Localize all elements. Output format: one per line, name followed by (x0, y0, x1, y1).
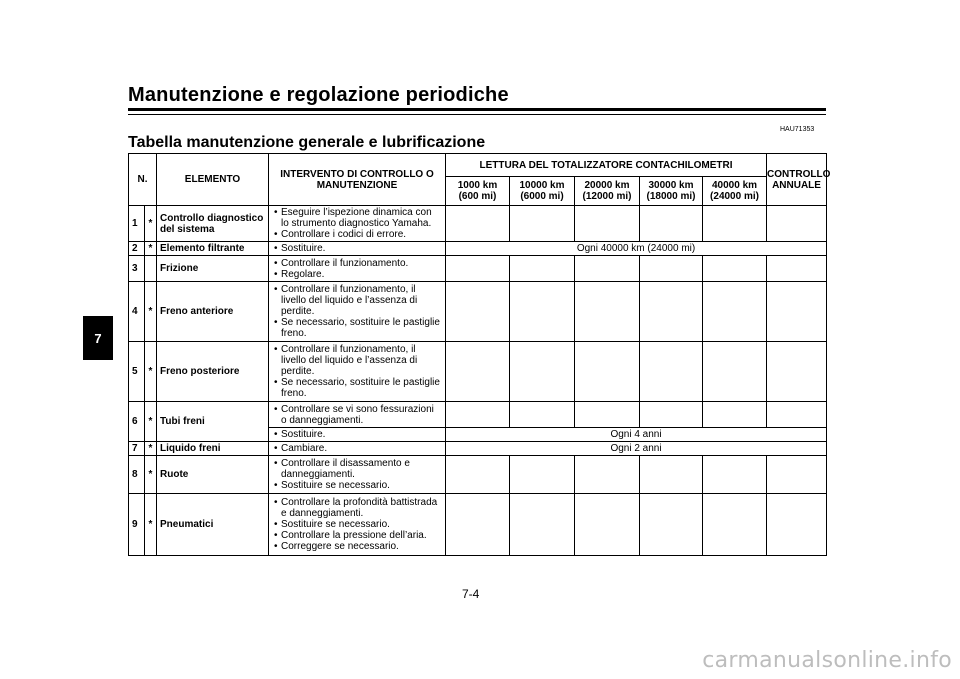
check-mark (510, 402, 575, 428)
action-item: • Cambiare. (272, 443, 442, 454)
empty-cell (446, 494, 510, 556)
action-item: • Regolare. (272, 269, 442, 280)
empty-cell (446, 402, 510, 428)
check-mark (767, 206, 827, 242)
row-actions (269, 428, 446, 442)
row-star (145, 256, 157, 282)
check-mark (703, 456, 767, 494)
action-item: • Controllare se vi sono fessurazioni o danneggiamenti. (272, 404, 442, 426)
check-mark (703, 256, 767, 282)
check-mark (703, 282, 767, 342)
interval-text: Ogni 2 anni (446, 442, 827, 456)
row-element: Freno anteriore (157, 282, 269, 342)
action-item: • Sostituire. (272, 429, 442, 440)
row-element: Pneumatici (157, 494, 269, 556)
row-actions (269, 342, 446, 402)
row-star: * (145, 442, 157, 456)
table-row (129, 494, 827, 556)
row-element: Ruote (157, 456, 269, 494)
row-element: Tubi freni (157, 402, 269, 442)
row-actions (269, 402, 446, 428)
page-number: 7-4 (462, 587, 480, 601)
table-row (129, 456, 827, 494)
check-mark (446, 342, 510, 402)
table-row (129, 442, 827, 456)
check-mark (575, 206, 640, 242)
action-item: • Controllare la profondità battistrada e danneggiamenti. (272, 497, 442, 519)
header-km-2: 10000 km (6000 mi) (510, 177, 575, 206)
table-row (129, 402, 827, 428)
action-item: • Sostituire se necessario. (272, 480, 442, 491)
table-row (129, 206, 827, 242)
header-rule (128, 108, 826, 111)
row-number: 8 (129, 456, 145, 494)
check-mark (703, 206, 767, 242)
action-item: • Eseguire l’ispezione dinamica con lo strumento diagnostico Yamaha. (272, 207, 442, 229)
action-item: • Sostituire se necessario. (272, 519, 442, 530)
row-number: 7 (129, 442, 145, 456)
check-mark (510, 456, 575, 494)
row-star: * (145, 456, 157, 494)
action-item: • Correggere se necessario. (272, 541, 442, 552)
interval-text: Ogni 40000 km (24000 mi) (446, 242, 827, 256)
header-km-5: 40000 km (24000 mi) (703, 177, 767, 206)
row-actions (269, 206, 446, 242)
row-element: Freno posteriore (157, 342, 269, 402)
section-title: Tabella manutenzione generale e lubrificazione (128, 134, 486, 151)
row-star: * (145, 206, 157, 242)
check-mark (640, 494, 703, 556)
row-element: Controllo diagnostico del sistema (157, 206, 269, 242)
row-number: 5 (129, 342, 145, 402)
check-mark (575, 456, 640, 494)
check-mark (575, 256, 640, 282)
header-lettura: LETTURA DEL TOTALIZZATORE CONTACHILOMETRI (446, 154, 767, 177)
check-mark (640, 456, 703, 494)
check-mark (446, 256, 510, 282)
header-n: N. (129, 154, 157, 206)
check-mark (767, 282, 827, 342)
row-actions (269, 494, 446, 556)
row-actions (269, 456, 446, 494)
check-mark (640, 402, 703, 428)
action-item: • Se necessario, sostituire le pastiglie freno. (272, 377, 442, 399)
header-intervento: INTERVENTO DI CONTROLLO O MANUTENZIONE (269, 154, 446, 206)
watermark: carmanualsonline.info (702, 648, 952, 673)
row-star: * (145, 402, 157, 442)
action-item: • Controllare i codici di errore. (272, 229, 442, 240)
check-mark (767, 402, 827, 428)
check-mark (767, 494, 827, 556)
header-controllo-annuale: CONTROLLO ANNUALE (767, 154, 827, 206)
row-number: 2 (129, 242, 145, 256)
action-item: • Se necessario, sostituire le pastiglie freno. (272, 317, 442, 339)
action-item: • Sostituire. (272, 243, 442, 254)
maintenance-table (128, 153, 831, 556)
page-title: Manutenzione e regolazione periodiche (128, 84, 509, 106)
interval-text: Ogni 4 anni (446, 428, 827, 442)
row-actions (269, 242, 446, 256)
row-number: 3 (129, 256, 145, 282)
check-mark (575, 402, 640, 428)
row-number: 1 (129, 206, 145, 242)
action-item: • Controllare il funzionamento, il livello del liquido e l’assenza di perdite. (272, 284, 442, 317)
row-star: * (145, 342, 157, 402)
check-mark (510, 256, 575, 282)
row-star: * (145, 242, 157, 256)
check-mark (640, 256, 703, 282)
table-row (129, 342, 827, 402)
header-row (129, 154, 827, 177)
empty-cell (446, 456, 510, 494)
check-mark (510, 342, 575, 402)
check-mark (703, 494, 767, 556)
check-mark (510, 494, 575, 556)
header-km-1: 1000 km (600 mi) (446, 177, 510, 206)
row-actions (269, 282, 446, 342)
row-number: 6 (129, 402, 145, 442)
check-mark (510, 206, 575, 242)
table-row (129, 282, 827, 342)
check-mark (575, 282, 640, 342)
row-star: * (145, 494, 157, 556)
check-mark (640, 206, 703, 242)
check-mark (446, 282, 510, 342)
empty-cell (767, 256, 827, 282)
header-rule-thin (128, 114, 826, 115)
check-mark (640, 282, 703, 342)
action-item: • Controllare la pressione dell’aria. (272, 530, 442, 541)
table-row (129, 256, 827, 282)
action-item: • Controllare il funzionamento. (272, 258, 442, 269)
row-actions (269, 442, 446, 456)
row-element: Liquido freni (157, 442, 269, 456)
check-mark (703, 342, 767, 402)
check-mark (767, 342, 827, 402)
chapter-tab: 7 (83, 316, 113, 360)
table-row (129, 242, 827, 256)
row-star: * (145, 282, 157, 342)
check-mark (640, 342, 703, 402)
action-item: • Controllare il funzionamento, il livello del liquido e l’assenza di perdite. (272, 344, 442, 377)
check-mark (575, 342, 640, 402)
action-item: • Controllare il disassamento e danneggiamenti. (272, 458, 442, 480)
check-mark (510, 282, 575, 342)
empty-cell (767, 456, 827, 494)
row-number: 4 (129, 282, 145, 342)
check-mark (575, 494, 640, 556)
check-mark (703, 402, 767, 428)
document-code: HAU71353 (780, 126, 815, 133)
header-elemento: ELEMENTO (157, 154, 269, 206)
row-element: Frizione (157, 256, 269, 282)
row-actions (269, 256, 446, 282)
check-mark (446, 206, 510, 242)
row-element: Elemento filtrante (157, 242, 269, 256)
row-number: 9 (129, 494, 145, 556)
header-km-3: 20000 km (12000 mi) (575, 177, 640, 206)
header-km-4: 30000 km (18000 mi) (640, 177, 703, 206)
